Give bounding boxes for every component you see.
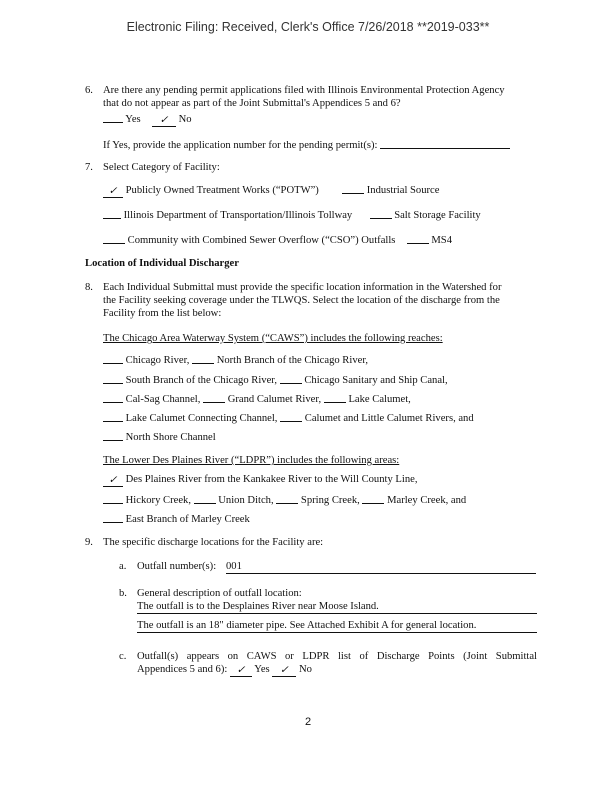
sanitary-ship-label: Chicago Sanitary and Ship Canal, (304, 375, 448, 386)
east-branch-blank[interactable] (103, 512, 123, 523)
grand-calumet-label: Grand Calumet River, (227, 394, 322, 405)
caws-heading: The Chicago Area Waterway System (“CAWS”) includes the following reaches: (103, 333, 443, 344)
calumet-little-label: Calumet and Little Calumet Rivers, and (304, 413, 474, 424)
north-shore-blank[interactable] (103, 430, 123, 441)
outfall-number-field[interactable]: 001 (226, 560, 536, 574)
salt-label: Salt Storage Facility (394, 210, 481, 221)
q6-yes-blank[interactable] (103, 112, 123, 123)
q9c-yes-label: Yes (254, 664, 270, 675)
north-branch-label: North Branch of the Chicago River, (216, 355, 369, 366)
marley-blank[interactable] (362, 493, 384, 504)
grand-calumet-blank[interactable] (203, 392, 225, 403)
outfall-description-line1[interactable]: The outfall is to the Desplaines River near Moose Island. (137, 600, 537, 614)
q6-number: 6. (85, 85, 93, 96)
chicago-river-blank[interactable] (103, 353, 123, 364)
q9b-text: General description of outfall location: (137, 588, 302, 599)
caws-row1 (103, 352, 368, 367)
cso-label: Community with Combined Sewer Overflow (“CSO”) Outfalls (127, 235, 396, 246)
cal-sag-label: Cal-Sag Channel, (125, 394, 201, 405)
filing-header: Electronic Filing: Received, Clerk's Office 7/26/2018 **2019-033** (126, 20, 490, 34)
q6-yes-no (103, 111, 192, 126)
q9-number: 9. (85, 537, 93, 548)
union-blank[interactable] (194, 493, 216, 504)
sanitary-ship-blank[interactable] (280, 373, 302, 384)
east-branch-label: East Branch of Marley Creek (125, 514, 250, 525)
spring-blank[interactable] (276, 493, 298, 504)
q8-number: 8. (85, 282, 93, 293)
north-branch-blank[interactable] (192, 353, 214, 364)
q7-number: 7. (85, 162, 93, 173)
south-branch-label: South Branch of the Chicago River, (125, 375, 278, 386)
des-plaines-checkmark[interactable]: ✓ (103, 475, 123, 487)
industrial-blank[interactable] (342, 183, 364, 194)
potw-label: Publicly Owned Treatment Works (“POTW”) (125, 185, 319, 196)
spring-label: Spring Creek, (300, 495, 360, 506)
chicago-river-label: Chicago River, (125, 355, 190, 366)
q6-no-checkmark[interactable]: ✓ (152, 115, 176, 127)
caws-row5 (103, 429, 216, 444)
ms4-label: MS4 (431, 235, 452, 246)
q9c-yes-checkmark[interactable]: ✓ (230, 665, 252, 677)
ldpr-heading: The Lower Des Plaines River (“LDPR”) includes the following areas: (103, 455, 400, 466)
q7-title: Select Category of Facility: (103, 162, 220, 173)
ldpr-row3 (103, 511, 250, 526)
salt-blank[interactable] (370, 208, 392, 219)
q6-application-number-field[interactable] (380, 138, 510, 149)
hickory-label: Hickory Creek, (125, 495, 191, 506)
q9c-line2-text: Appendices 5 and 6): (137, 664, 228, 675)
idot-blank[interactable] (103, 208, 121, 219)
q7-row3 (103, 232, 452, 247)
q7-row2 (103, 207, 481, 222)
lake-calumet-blank[interactable] (324, 392, 346, 403)
q9c-no-label: No (298, 664, 312, 675)
q7-row1 (103, 182, 439, 197)
q6-followup-label: If Yes, provide the application number for the pending permit(s): (103, 140, 378, 151)
ms4-blank[interactable] (407, 233, 429, 244)
caws-row4 (103, 410, 474, 425)
industrial-label: Industrial Source (366, 185, 440, 196)
caws-row3 (103, 391, 411, 406)
outfall-description-line2[interactable]: The outfall is an 18" diameter pipe. See Attached Exhibit A for general location. (137, 619, 537, 633)
q6-line2: that do not appear as part of the Joint Submittal's Appendices 5 and 6? (103, 98, 401, 109)
calumet-little-blank[interactable] (280, 411, 302, 422)
q9c-line1: Outfall(s) appears on CAWS or LDPR list of Discharge Points (Joint Submittal (137, 651, 537, 662)
q9b-label: b. (119, 588, 127, 599)
hickory-blank[interactable] (103, 493, 123, 504)
q6-no-label: No (178, 114, 192, 125)
idot-label: Illinois Department of Transportation/Illinois Tollway (123, 210, 353, 221)
q8-line1: Each Individual Submittal must provide the specific location information in the Watershed for (103, 282, 502, 293)
potw-checkmark[interactable]: ✓ (103, 186, 123, 198)
ldpr-row2 (103, 492, 466, 507)
q8-line2: the Facility seeking coverage under the TLWQS. Select the location of the discharge from the (103, 295, 500, 306)
q6-line1: Are there any pending permit applications filed with Illinois Environmental Protection Agency (103, 85, 505, 96)
des-plaines-label: Des Plaines River from the Kankakee River to the Will County Line, (125, 474, 418, 485)
ldpr-row1 (103, 473, 417, 486)
page-number: 2 (304, 716, 312, 728)
north-shore-label: North Shore Channel (125, 432, 216, 443)
caws-row2 (103, 372, 448, 387)
lake-calumet-conn-label: Lake Calumet Connecting Channel, (125, 413, 278, 424)
q6-followup (103, 137, 510, 152)
q6-yes-label: Yes (125, 114, 141, 125)
lake-calumet-label: Lake Calumet, (348, 394, 411, 405)
cal-sag-blank[interactable] (103, 392, 123, 403)
q9c-label: c. (119, 651, 127, 662)
union-label: Union Ditch, (218, 495, 274, 506)
q9a-label: a. (119, 561, 127, 572)
q9c-line2 (137, 663, 312, 676)
q9-title: The specific discharge locations for the Facility are: (103, 537, 324, 548)
marley-label: Marley Creek, and (387, 495, 467, 506)
section-heading: Location of Individual Discharger (85, 258, 239, 269)
south-branch-blank[interactable] (103, 373, 123, 384)
q9a-text: Outfall number(s): (137, 561, 217, 572)
lake-calumet-conn-blank[interactable] (103, 411, 123, 422)
cso-blank[interactable] (103, 233, 125, 244)
q8-line3: Facility from the list below: (103, 308, 222, 319)
q9c-no-checkmark[interactable]: ✓ (272, 665, 296, 677)
